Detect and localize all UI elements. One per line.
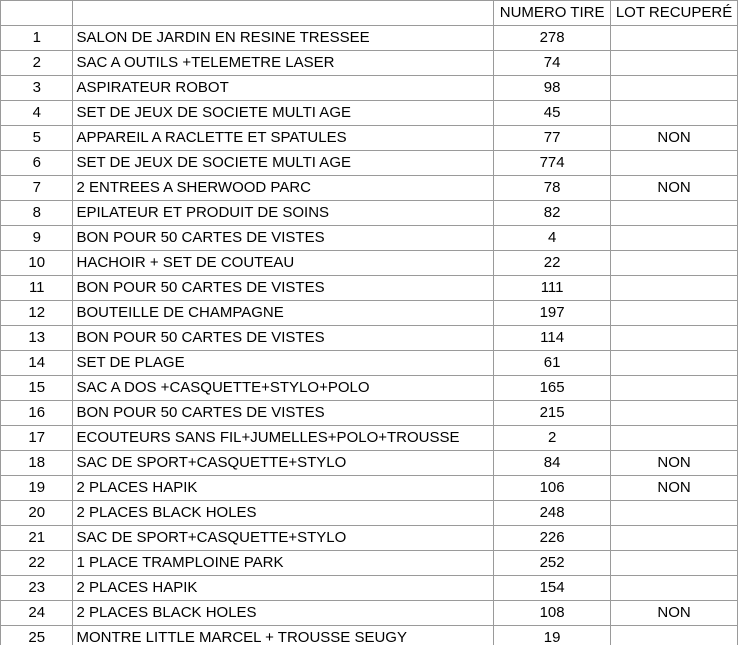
row-number-cell[interactable]: 1 bbox=[1, 26, 73, 51]
row-number-cell[interactable]: 12 bbox=[1, 301, 73, 326]
numero-tire-cell[interactable]: 78 bbox=[494, 176, 611, 201]
numero-tire-cell[interactable]: 108 bbox=[494, 601, 611, 626]
table-row bbox=[1, 601, 738, 626]
lot-recupere-cell[interactable] bbox=[611, 551, 738, 576]
lot-name-cell[interactable]: 2 PLACES HAPIK bbox=[73, 576, 494, 601]
lot-recupere-cell[interactable]: NON bbox=[611, 601, 738, 626]
row-number-cell[interactable]: 22 bbox=[1, 551, 73, 576]
lot-recupere-cell[interactable] bbox=[611, 376, 738, 401]
row-number-cell[interactable]: 25 bbox=[1, 626, 73, 645]
table-row bbox=[1, 226, 738, 251]
lot-name-cell[interactable]: APPAREIL A RACLETTE ET SPATULES bbox=[73, 126, 494, 151]
lot-name-cell[interactable]: SET DE PLAGE bbox=[73, 351, 494, 376]
lot-recupere-cell[interactable] bbox=[611, 26, 738, 51]
table-row bbox=[1, 26, 738, 51]
table-row bbox=[1, 476, 738, 501]
numero-tire-cell[interactable]: 197 bbox=[494, 301, 611, 326]
lot-name-cell[interactable]: SALON DE JARDIN EN RESINE TRESSEE bbox=[73, 26, 494, 51]
row-number-cell[interactable]: 8 bbox=[1, 201, 73, 226]
header-cell-numero-tire[interactable]: NUMERO TIRE bbox=[494, 1, 611, 26]
row-number-cell[interactable]: 20 bbox=[1, 501, 73, 526]
table-row bbox=[1, 51, 738, 76]
table-row bbox=[1, 151, 738, 176]
table-row bbox=[1, 126, 738, 151]
row-number-cell[interactable]: 2 bbox=[1, 51, 73, 76]
numero-tire-cell[interactable]: 215 bbox=[494, 401, 611, 426]
row-number-cell[interactable]: 5 bbox=[1, 126, 73, 151]
row-number-cell[interactable]: 23 bbox=[1, 576, 73, 601]
numero-tire-cell[interactable]: 278 bbox=[494, 26, 611, 51]
row-number-cell[interactable]: 13 bbox=[1, 326, 73, 351]
numero-tire-cell[interactable]: 84 bbox=[494, 451, 611, 476]
table-row bbox=[1, 451, 738, 476]
table-row bbox=[1, 276, 738, 301]
header-cell-lot-recupere[interactable]: LOT RECUPERÉ bbox=[611, 1, 738, 26]
row-number-cell[interactable]: 18 bbox=[1, 451, 73, 476]
row-number-cell[interactable]: 21 bbox=[1, 526, 73, 551]
row-number-cell[interactable]: 24 bbox=[1, 601, 73, 626]
row-number-cell[interactable]: 3 bbox=[1, 76, 73, 101]
table-row bbox=[1, 401, 738, 426]
table-row bbox=[1, 351, 738, 376]
table-row bbox=[1, 76, 738, 101]
numero-tire-cell[interactable]: 74 bbox=[494, 51, 611, 76]
lot-recupere-cell[interactable]: NON bbox=[611, 176, 738, 201]
lot-recupere-cell[interactable] bbox=[611, 426, 738, 451]
row-number-cell[interactable]: 16 bbox=[1, 401, 73, 426]
lot-name-cell[interactable]: MONTRE LITTLE MARCEL + TROUSSE SEUGY bbox=[73, 626, 494, 645]
table-row bbox=[1, 201, 738, 226]
table-row bbox=[1, 551, 738, 576]
table-row bbox=[1, 576, 738, 601]
lot-recupere-cell[interactable] bbox=[611, 151, 738, 176]
lot-recupere-cell[interactable] bbox=[611, 51, 738, 76]
numero-tire-cell[interactable]: 2 bbox=[494, 426, 611, 451]
row-number-cell[interactable]: 14 bbox=[1, 351, 73, 376]
lot-name-cell[interactable]: BOUTEILLE DE CHAMPAGNE bbox=[73, 301, 494, 326]
table-row bbox=[1, 176, 738, 201]
lot-name-cell[interactable]: BON POUR 50 CARTES DE VISTES bbox=[73, 401, 494, 426]
row-number-cell[interactable]: 10 bbox=[1, 251, 73, 276]
numero-tire-cell[interactable]: 106 bbox=[494, 476, 611, 501]
lot-name-cell[interactable]: ASPIRATEUR ROBOT bbox=[73, 76, 494, 101]
numero-tire-cell[interactable]: 82 bbox=[494, 201, 611, 226]
lot-recupere-cell[interactable] bbox=[611, 76, 738, 101]
numero-tire-cell[interactable]: 61 bbox=[494, 351, 611, 376]
table-row bbox=[1, 526, 738, 551]
table-row bbox=[1, 626, 738, 645]
lot-name-cell[interactable]: SAC DE SPORT+CASQUETTE+STYLO bbox=[73, 526, 494, 551]
table-row bbox=[1, 376, 738, 401]
table-row bbox=[1, 301, 738, 326]
table-row bbox=[1, 426, 738, 451]
numero-tire-cell[interactable]: 19 bbox=[494, 626, 611, 645]
row-number-cell[interactable]: 7 bbox=[1, 176, 73, 201]
lot-recupere-cell[interactable] bbox=[611, 276, 738, 301]
row-number-cell[interactable]: 9 bbox=[1, 226, 73, 251]
lot-recupere-cell[interactable] bbox=[611, 526, 738, 551]
numero-tire-cell[interactable]: 114 bbox=[494, 326, 611, 351]
lot-recupere-cell[interactable]: NON bbox=[611, 451, 738, 476]
lot-name-cell[interactable]: 2 PLACES BLACK HOLES bbox=[73, 601, 494, 626]
numero-tire-cell[interactable]: 252 bbox=[494, 551, 611, 576]
lot-name-cell[interactable]: SAC DE SPORT+CASQUETTE+STYLO bbox=[73, 451, 494, 476]
lot-name-cell[interactable]: SET DE JEUX DE SOCIETE MULTI AGE bbox=[73, 151, 494, 176]
lot-name-cell[interactable]: SAC A DOS +CASQUETTE+STYLO+POLO bbox=[73, 376, 494, 401]
numero-tire-cell[interactable]: 45 bbox=[494, 101, 611, 126]
lot-recupere-cell[interactable]: NON bbox=[611, 126, 738, 151]
numero-tire-cell[interactable]: 165 bbox=[494, 376, 611, 401]
lot-recupere-cell[interactable] bbox=[611, 401, 738, 426]
numero-tire-cell[interactable]: 111 bbox=[494, 276, 611, 301]
lot-name-cell[interactable]: SAC A OUTILS +TELEMETRE LASER bbox=[73, 51, 494, 76]
lot-recupere-cell[interactable] bbox=[611, 501, 738, 526]
lot-recupere-cell[interactable] bbox=[611, 626, 738, 645]
numero-tire-cell[interactable]: 774 bbox=[494, 151, 611, 176]
lot-recupere-cell[interactable] bbox=[611, 301, 738, 326]
lot-name-cell[interactable]: 2 PLACES HAPIK bbox=[73, 476, 494, 501]
numero-tire-cell[interactable]: 4 bbox=[494, 226, 611, 251]
lot-recupere-cell[interactable] bbox=[611, 576, 738, 601]
lot-recupere-cell[interactable] bbox=[611, 326, 738, 351]
lot-recupere-cell[interactable] bbox=[611, 226, 738, 251]
numero-tire-cell[interactable]: 154 bbox=[494, 576, 611, 601]
lot-name-cell[interactable]: BON POUR 50 CARTES DE VISTES bbox=[73, 276, 494, 301]
lot-name-cell[interactable]: EPILATEUR ET PRODUIT DE SOINS bbox=[73, 201, 494, 226]
row-number-cell[interactable]: 6 bbox=[1, 151, 73, 176]
lot-name-cell[interactable]: 1 PLACE TRAMPLOINE PARK bbox=[73, 551, 494, 576]
row-number-cell[interactable]: 4 bbox=[1, 101, 73, 126]
lot-name-cell[interactable]: BON POUR 50 CARTES DE VISTES bbox=[73, 326, 494, 351]
numero-tire-cell[interactable]: 226 bbox=[494, 526, 611, 551]
numero-tire-cell[interactable]: 22 bbox=[494, 251, 611, 276]
row-number-cell[interactable]: 15 bbox=[1, 376, 73, 401]
lot-name-cell[interactable]: 2 ENTREES A SHERWOOD PARC bbox=[73, 176, 494, 201]
lot-recupere-cell[interactable] bbox=[611, 201, 738, 226]
numero-tire-cell[interactable]: 248 bbox=[494, 501, 611, 526]
lot-name-cell[interactable]: 2 PLACES BLACK HOLES bbox=[73, 501, 494, 526]
numero-tire-cell[interactable]: 77 bbox=[494, 126, 611, 151]
row-number-cell[interactable]: 11 bbox=[1, 276, 73, 301]
lot-name-cell[interactable]: BON POUR 50 CARTES DE VISTES bbox=[73, 226, 494, 251]
table-row bbox=[1, 251, 738, 276]
table-row bbox=[1, 326, 738, 351]
lot-name-cell[interactable]: HACHOIR + SET DE COUTEAU bbox=[73, 251, 494, 276]
lot-name-cell[interactable]: SET DE JEUX DE SOCIETE MULTI AGE bbox=[73, 101, 494, 126]
header-cell-number[interactable] bbox=[1, 1, 73, 26]
row-number-cell[interactable]: 19 bbox=[1, 476, 73, 501]
row-number-cell[interactable]: 17 bbox=[1, 426, 73, 451]
header-cell-name[interactable] bbox=[73, 1, 494, 26]
lot-recupere-cell[interactable] bbox=[611, 101, 738, 126]
lot-recupere-cell[interactable] bbox=[611, 251, 738, 276]
numero-tire-cell[interactable]: 98 bbox=[494, 76, 611, 101]
table-row bbox=[1, 501, 738, 526]
header-row bbox=[1, 1, 738, 26]
lot-recupere-cell[interactable]: NON bbox=[611, 476, 738, 501]
table-row bbox=[1, 101, 738, 126]
lot-name-cell[interactable]: ECOUTEURS SANS FIL+JUMELLES+POLO+TROUSSE bbox=[73, 426, 494, 451]
lot-recupere-cell[interactable] bbox=[611, 351, 738, 376]
